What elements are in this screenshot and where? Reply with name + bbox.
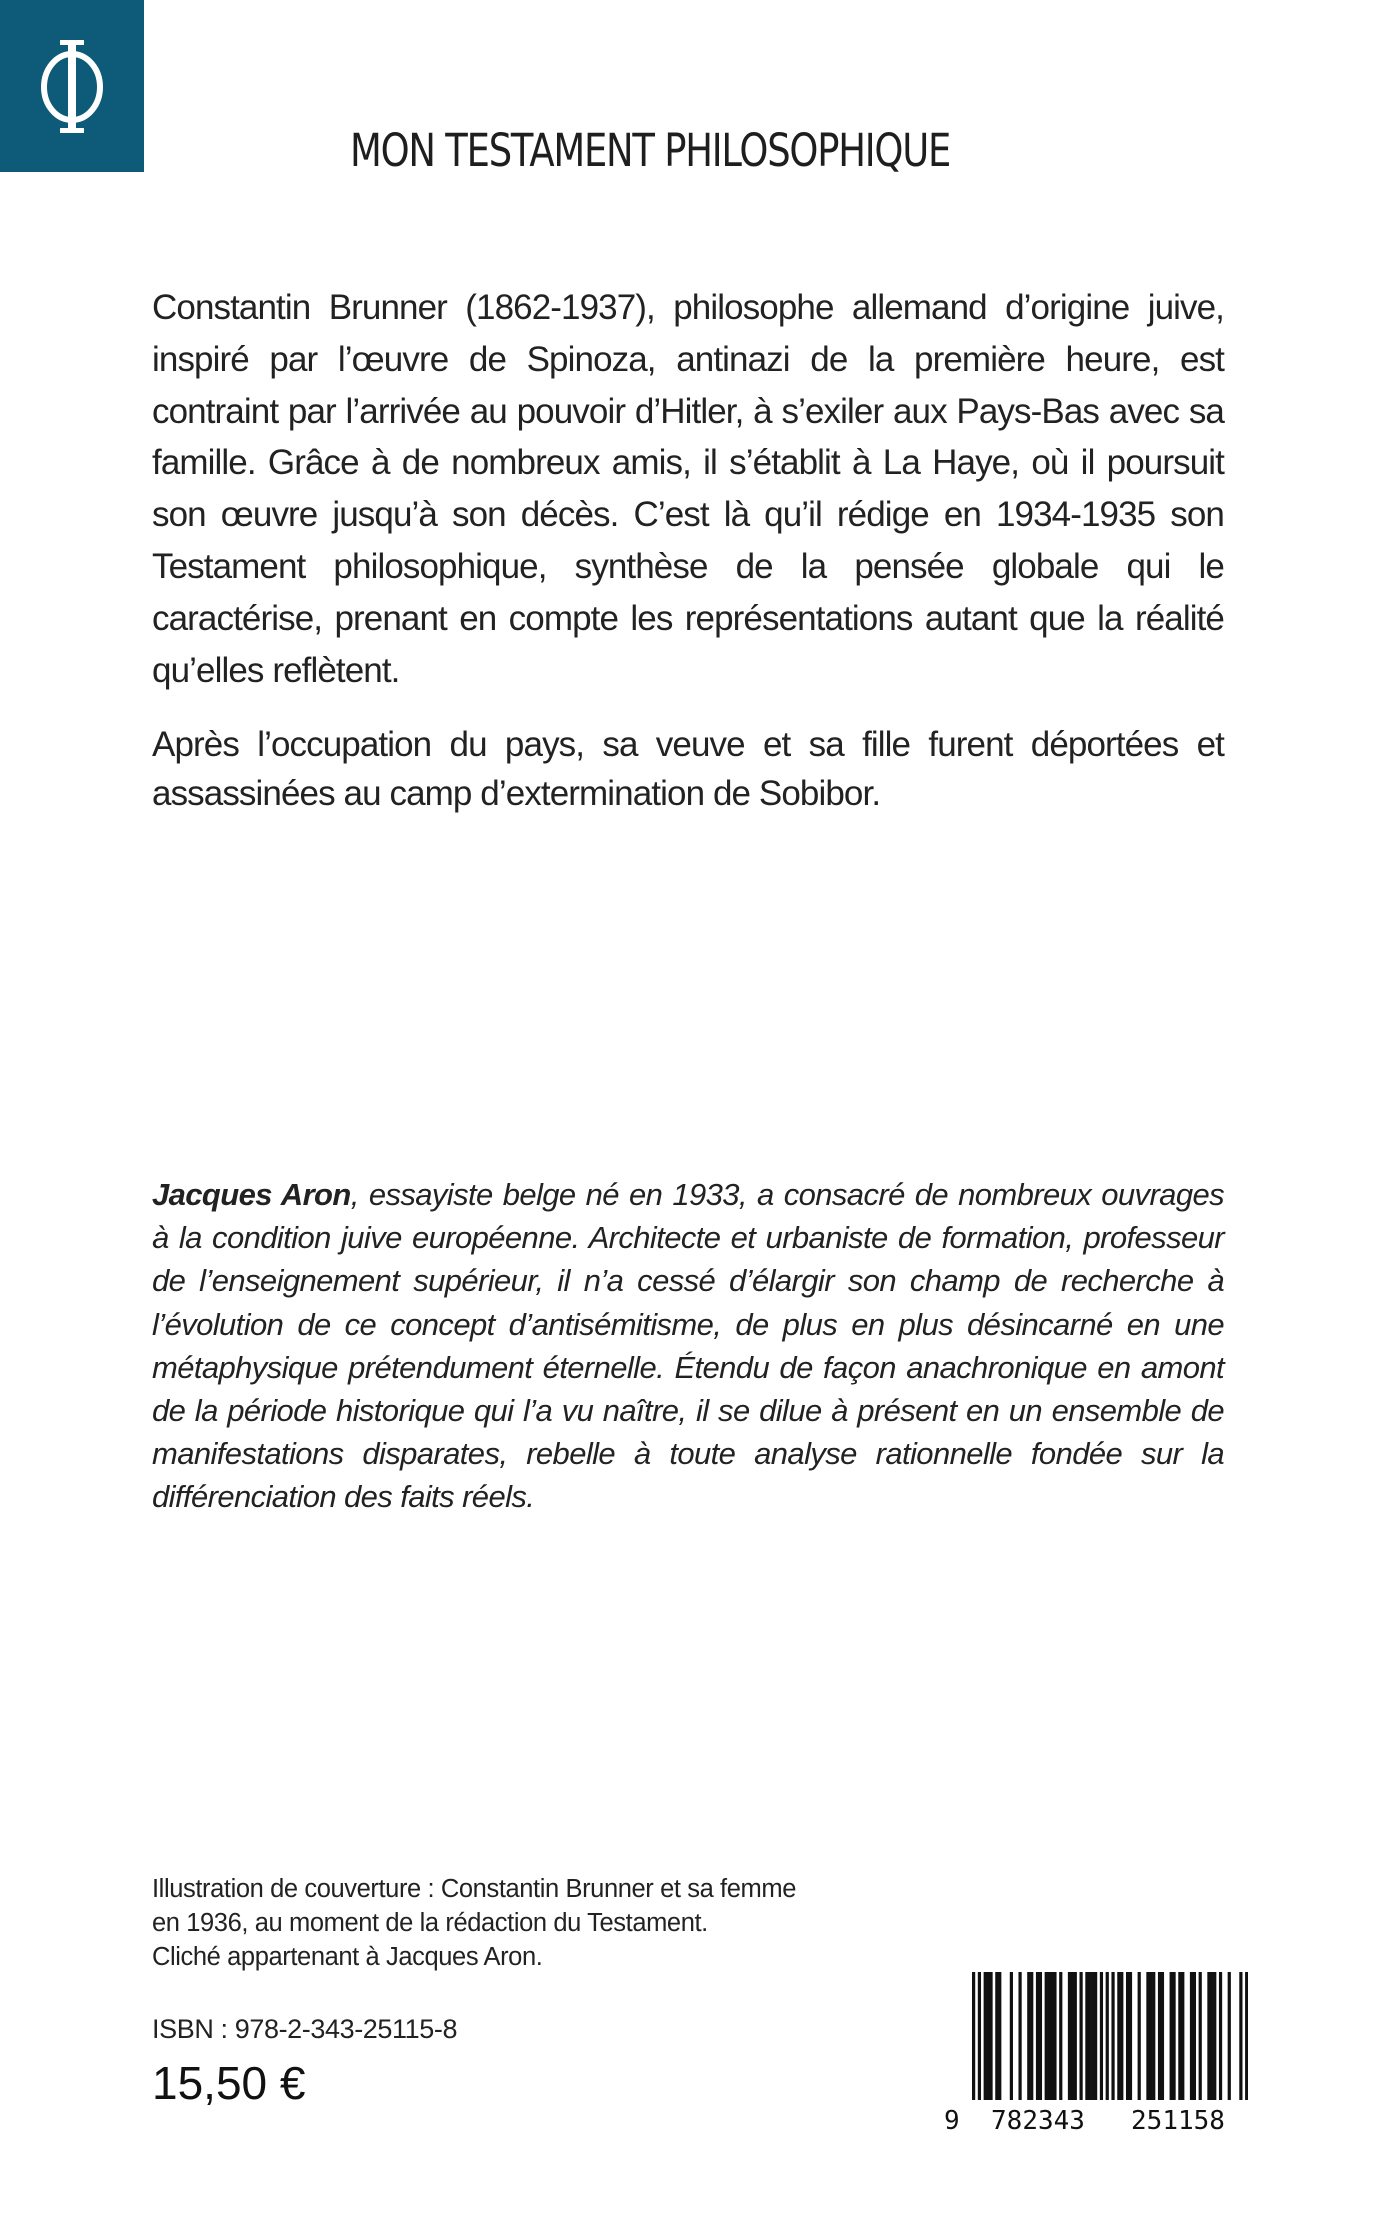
barcode-bar [995,1972,998,2100]
barcode-bar [1027,1972,1030,2100]
cover-credits [152,1872,872,1974]
barcode-bar [1068,1972,1071,2100]
barcode-bar [1228,1972,1231,2100]
barcode-bar [1088,1972,1091,2100]
barcode-bar [1106,1972,1109,2100]
barcode-bar [1172,1972,1175,2100]
barcode-bar [1245,1972,1248,2100]
barcode-bar [987,1972,990,2100]
barcode-bar [1039,1972,1042,2100]
summary-paragraph-2: Après l’occupation du pays, sa veuve et sa fille furent déportées et assassinées au camp d’extermination de Sobibor. [152,725,1224,814]
barcode-bar [1207,1972,1210,2100]
barcode-bar [1048,1972,1051,2100]
barcode-bar [1111,1972,1114,2100]
barcode-bar [1085,1972,1088,2100]
barcode-bar [1079,1972,1082,2100]
barcode-bar [1030,1972,1033,2100]
isbn: ISBN : 978-2-343-25115-8 [152,2014,458,2044]
credits-line-2: en 1936, au moment de la rédaction du Testament. [152,1909,708,1937]
barcode-bar [1219,1972,1222,2100]
barcode-digits-right: 251158 [1131,2106,1225,2136]
barcode-bar [1210,1972,1213,2100]
credits-line-1: Illustration de couverture : Constantin Brunner et sa femme [152,1875,796,1903]
price: 15,50 € [152,2057,306,2109]
barcode-bar [998,1972,1001,2100]
barcode-bar [1146,1972,1149,2100]
barcode-bar [1213,1972,1216,2100]
barcode [972,1972,1248,2100]
barcode-digits [944,2104,1254,2138]
barcode-bar [1152,1972,1155,2100]
barcode-bar [972,1972,975,2100]
barcode-digits-left: 782343 [991,2106,1085,2136]
author-bio [152,1173,1224,1519]
author-name: Jacques Aron [152,1177,351,1212]
barcode-bar [1071,1972,1074,2100]
barcode-bar [1158,1972,1161,2100]
barcode-bar [1178,1972,1181,2100]
summary [152,282,1224,818]
barcode-bar [1100,1972,1103,2100]
credits-line-3: Cliché appartenant à Jacques Aron. [152,1943,543,1971]
barcode-bar [1045,1972,1048,2100]
barcode-bar [1239,1972,1242,2100]
barcode-bar [1010,1972,1013,2100]
barcode-bar [1181,1972,1184,2100]
barcode-bar [1094,1972,1097,2100]
phi-icon [38,40,106,136]
barcode-bar [1193,1972,1196,2100]
barcode-bar [1053,1972,1056,2100]
barcode-bar [1120,1972,1123,2100]
barcode-bar [1190,1972,1193,2100]
author-bio-text: , essayiste belge né en 1933, a consacré de nombreux ouvrages à la condition juive européenne. Architecte et urbaniste de formation, professeur de l’enseignement supérieur, il n’a cessé d’élargir son champ de recherche à l’évolution de ce concept d’antisémitisme, de plus en plus désincarné en une métaphysique prétendument éternelle. Étendu de façon anachronique en amont de la période historique qui l’a vu naître, il se dilue à présent en un ensemble de manifestations disparates, rebelle à toute analyse rationnelle fondée sur la différenciation des faits réels. [152,1177,1224,1515]
barcode-bar [1117,1972,1120,2100]
barcode-bar [1059,1972,1062,2100]
barcode-bar [1126,1972,1129,2100]
barcode-bar [1138,1972,1141,2100]
barcode-bar [1074,1972,1077,2100]
barcode-bar [1199,1972,1202,2100]
barcode-bar [1161,1972,1164,2100]
barcode-bar [1091,1972,1094,2100]
barcode-digit-lead: 9 [944,2106,960,2136]
barcode-bar [1036,1972,1039,2100]
barcode-bar [984,1972,987,2100]
barcode-bar [1129,1972,1132,2100]
barcode-bar [1018,1972,1021,2100]
barcode-bar [1149,1972,1152,2100]
barcode-digits-gap [1104,2104,1112,2138]
barcode-bar [989,1972,992,2100]
barcode-bar [1170,1972,1173,2100]
barcode-bar [1050,1972,1053,2100]
barcode-bar [978,1972,981,2100]
book-title: MON TESTAMENT PHILOSOPHIQUE [350,124,951,177]
publisher-logo [0,0,144,172]
summary-paragraph-1: Constantin Brunner (1862-1937), philosophe allemand d’origine juive, inspiré par l’œuvre de Spinoza, antinazi de la première heure, est contraint par l’arrivée au pouvoir d’Hitler, à s’exiler aux Pays-Bas avec sa famille. Grâce à de nombreux amis, il s’établit à La Haye, où il poursuit son œuvre jusqu’à son décès. C’est là qu’il rédige en 1934-1935 son Testament philosophique, synthèse de la pensée globale qui le caractérise, prenant en compte les représentations autant que la réalité qu’elles reflètent. [152,288,1224,690]
